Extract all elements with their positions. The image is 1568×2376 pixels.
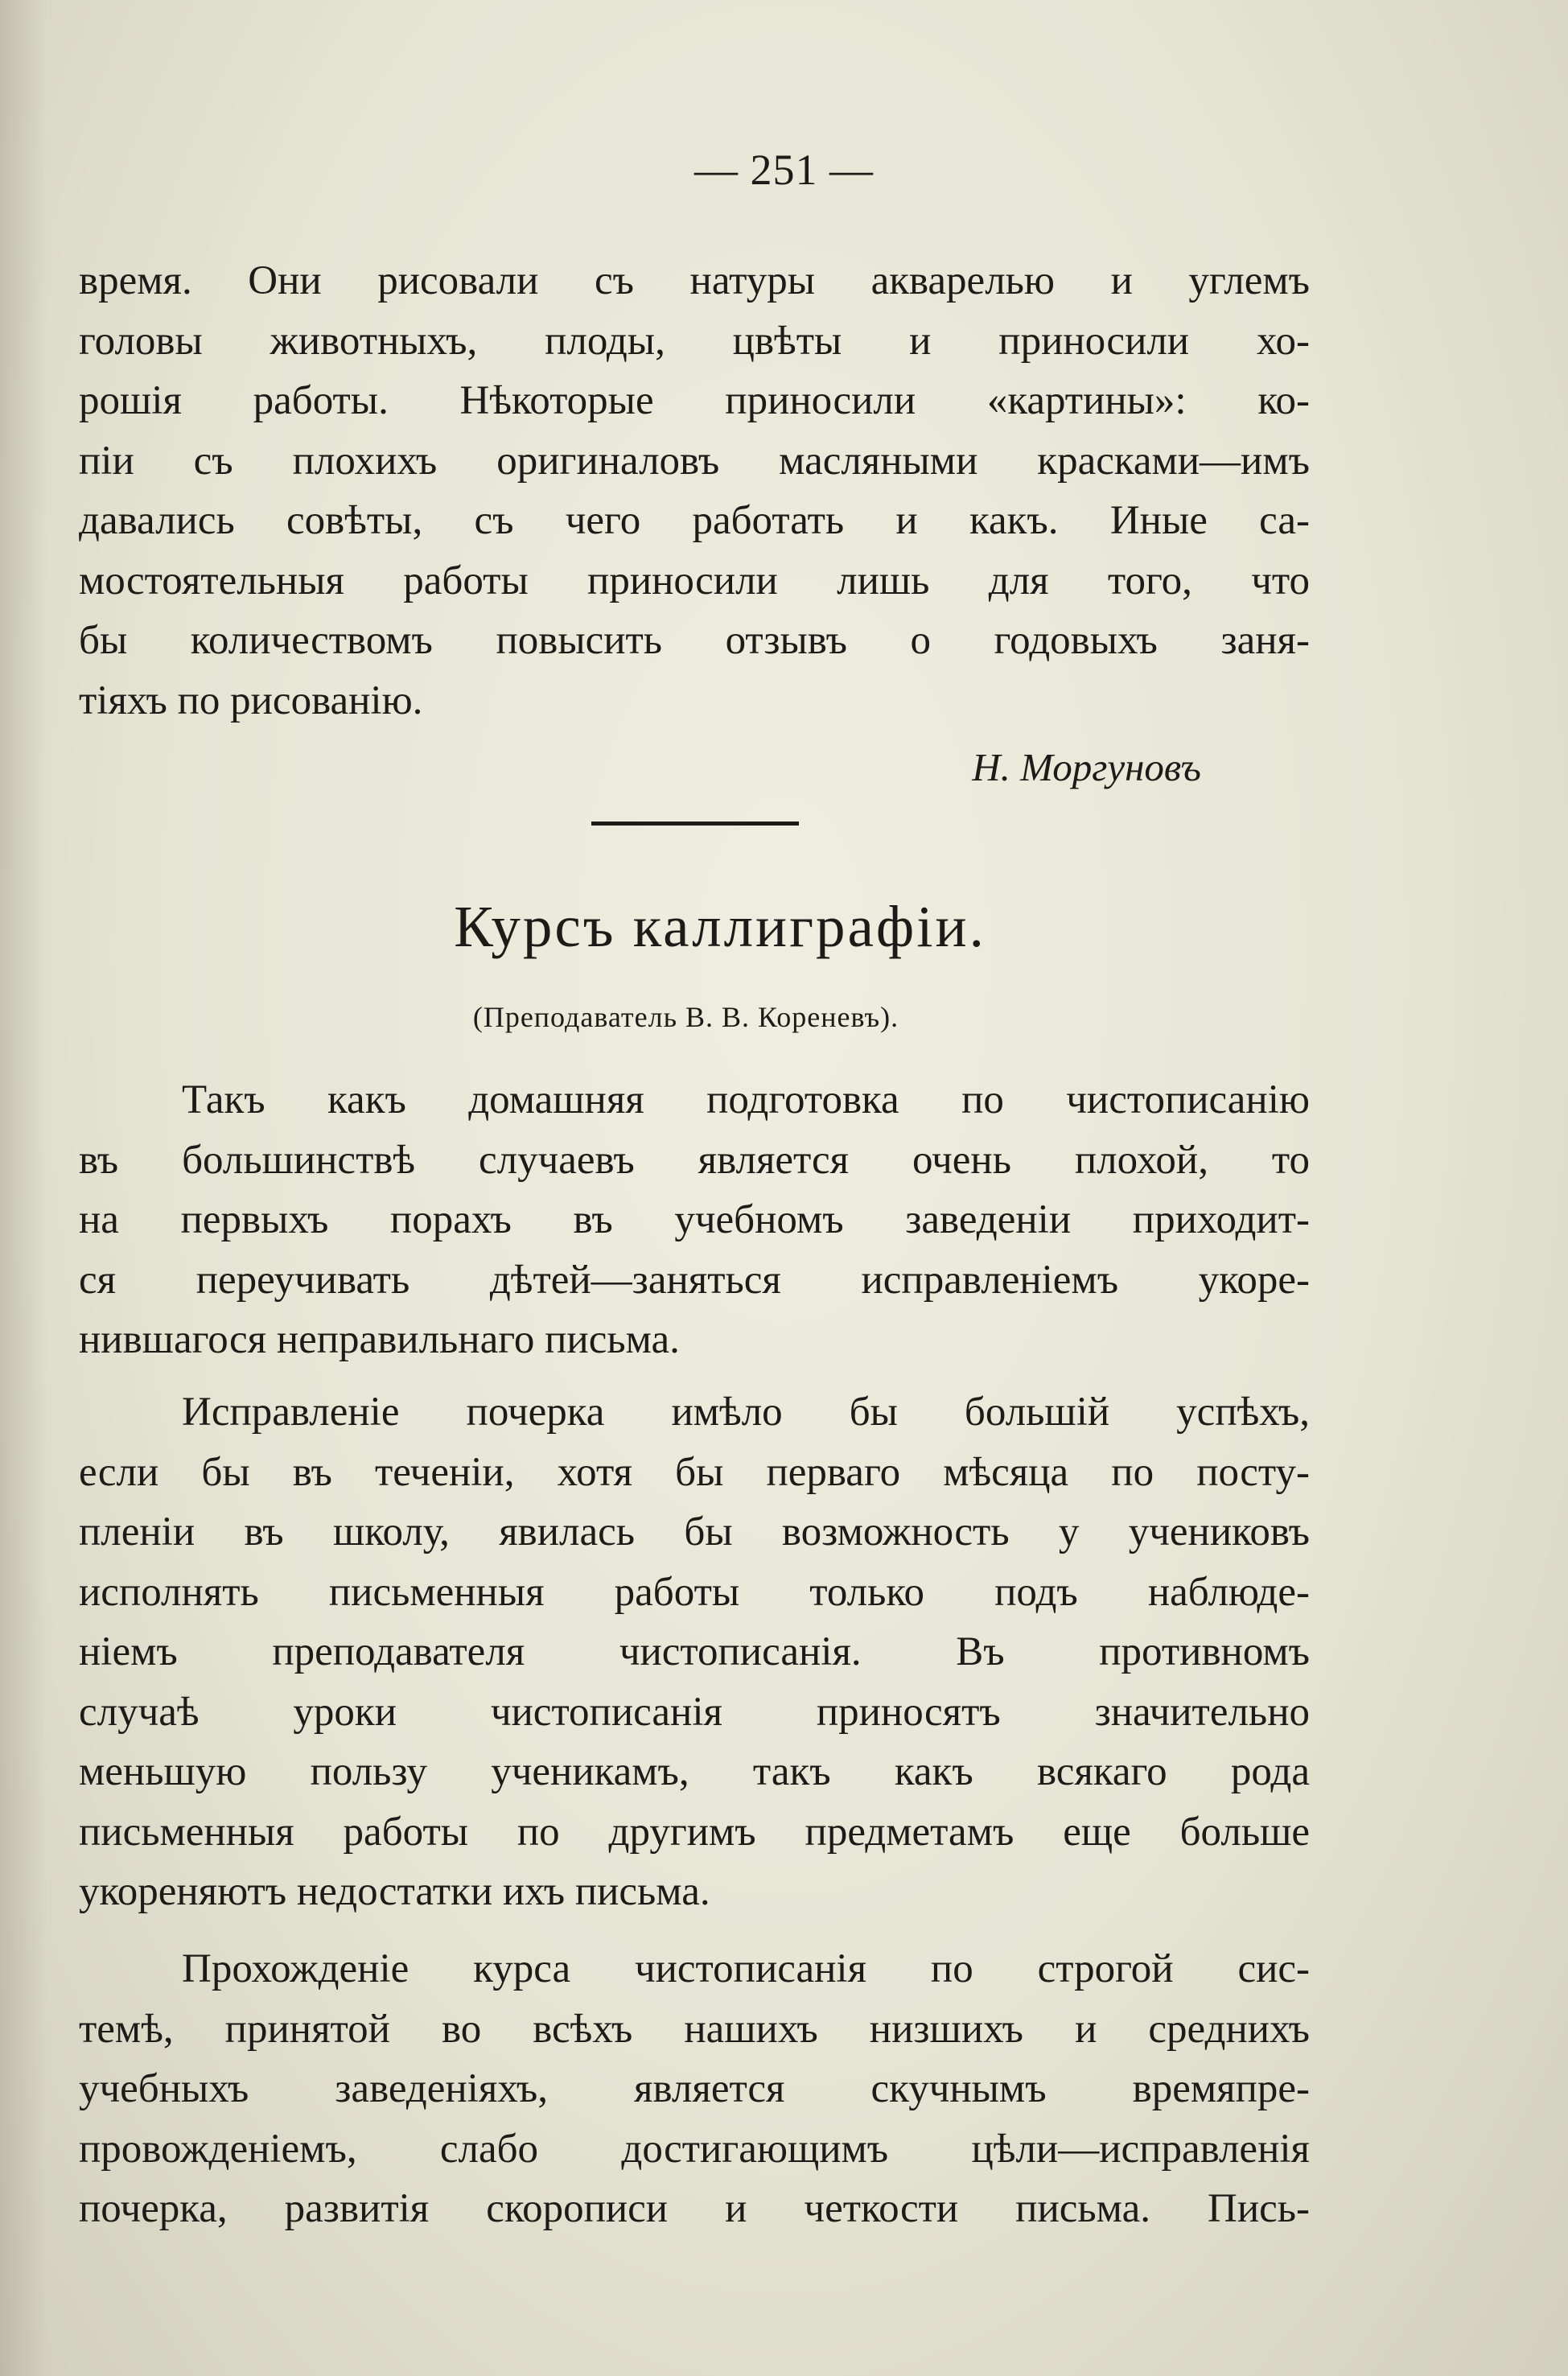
text-line: рошія работы. Нѣкоторые приносили «картины»: ко- xyxy=(79,378,1310,423)
section-title: Курсъ каллиграфіи. xyxy=(454,894,986,959)
text-line: ся переучивать дѣтей—заняться исправленіемъ укоре- xyxy=(79,1257,1310,1303)
paragraph-text xyxy=(79,1382,1310,1922)
text-line: на первыхъ порахъ въ учебномъ заведеніи приходит- xyxy=(79,1197,1310,1242)
text-line: укореняютъ недостатки ихъ письма. xyxy=(79,1869,710,1914)
text-line: пленіи въ школу, явилась бы возможность у учениковъ xyxy=(79,1509,1310,1554)
text-line: учебныхъ заведеніяхъ, является скучнымъ времяпре- xyxy=(79,2066,1310,2111)
text-line: въ большинствѣ случаевъ является очень плохой, то xyxy=(79,1137,1310,1183)
text-line: провожденіемъ, слабо достигающимъ цѣли—исправленія xyxy=(79,2126,1310,2172)
text-line: если бы въ теченіи, хотя бы перваго мѣсяца по посту- xyxy=(79,1449,1310,1495)
paragraph-1 xyxy=(79,1070,1310,1370)
text-line: ніемъ преподавателя чистописанія. Въ противномъ xyxy=(79,1629,1310,1674)
text-line: исполнять письменныя работы только подъ наблюде- xyxy=(79,1569,1310,1615)
paragraph-text xyxy=(79,1070,1310,1370)
text-line: время. Они рисовали съ натуры акварелью и углемъ xyxy=(79,258,1310,303)
text-line: мостоятельныя работы приносили лишь для того, что xyxy=(79,558,1310,603)
text-line: головы животныхъ, плоды, цвѣты и приносили хо- xyxy=(79,318,1310,364)
text-line: піи съ плохихъ оригиналовъ масляными красками—имъ xyxy=(79,438,1310,484)
text-line: почерка, развитія скорописи и четкости письма. Пись- xyxy=(79,2186,1310,2231)
text-line: меньшую пользу ученикамъ, такъ какъ всякаго рода xyxy=(79,1749,1310,1794)
spine-shadow xyxy=(0,0,48,2376)
paragraph-text xyxy=(79,1939,1310,2239)
text-line: Исправленіе почерка имѣло бы большій успѣхъ, xyxy=(182,1390,1310,1435)
author-signature: Н. Моргуновъ xyxy=(972,745,1201,789)
text-line: письменныя работы по другимъ предметамъ еще больше xyxy=(79,1809,1310,1855)
text-line: бы количествомъ повысить отзывъ о годовыхъ заня- xyxy=(79,618,1310,663)
intro-paragraph xyxy=(79,251,1310,731)
text-line: темѣ, принятой во всѣхъ нашихъ низшихъ и среднихъ xyxy=(79,2006,1310,2052)
paragraph-2 xyxy=(79,1382,1310,1922)
section-divider xyxy=(591,822,799,826)
text-line: тіяхъ по рисованію. xyxy=(79,677,423,723)
intro-text xyxy=(79,251,1310,731)
paragraph-3 xyxy=(79,1939,1310,2239)
page-number: — 251 — xyxy=(694,146,874,194)
text-line: Такъ какъ домашняя подготовка по чистописанію xyxy=(182,1077,1310,1122)
text-line: Прохожденіе курса чистописанія по строгой сис- xyxy=(182,1946,1310,1991)
section-subtitle: (Преподаватель В. В. Кореневъ). xyxy=(472,1001,899,1033)
text-line: давались совѣты, съ чего работать и какъ. Иные са- xyxy=(79,498,1310,543)
text-line: случаѣ уроки чистописанія приносятъ значительно xyxy=(79,1689,1310,1735)
text-line: нившагося неправильнаго письма. xyxy=(79,1317,680,1362)
